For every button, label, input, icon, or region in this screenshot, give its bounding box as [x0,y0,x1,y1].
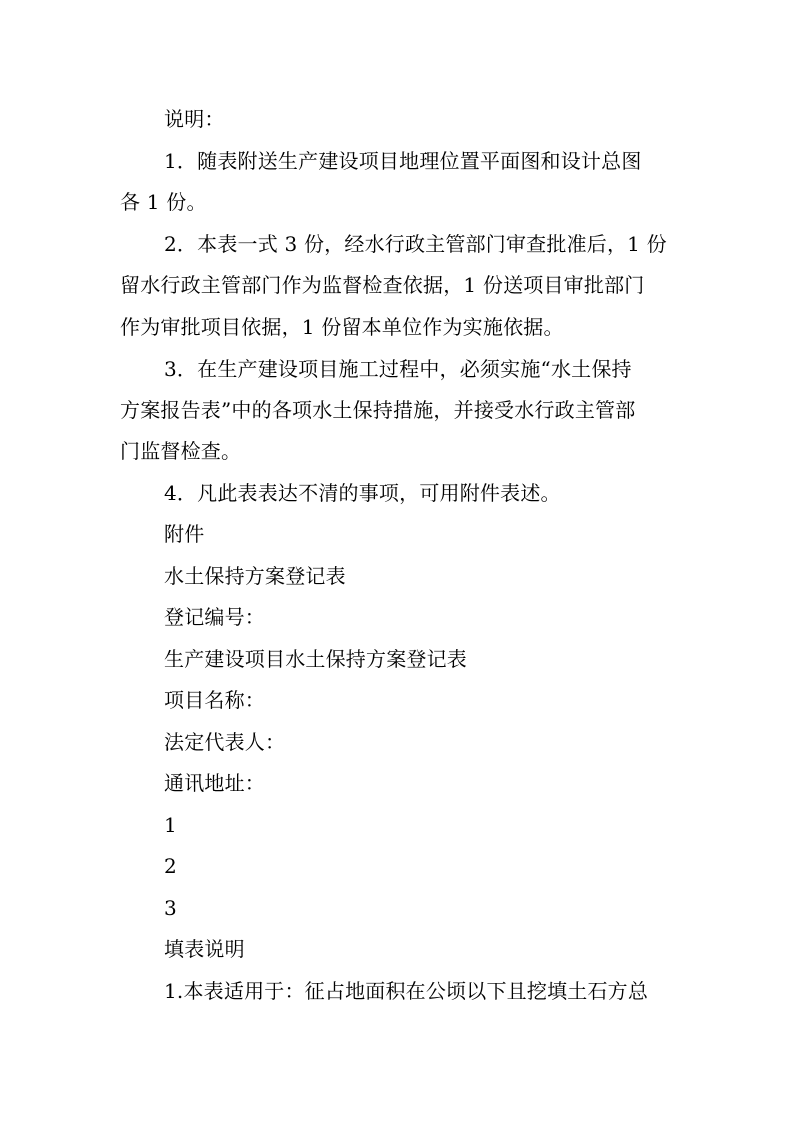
mailing-address-label: 通讯地址： [164,771,265,795]
form-title: 水土保持方案登记表 [164,564,346,588]
note-1-line-1: 1．随表附送生产建设项目地理位置平面图和设计总图 [164,149,642,173]
note-3-line-1: 3．在生产建设项目施工过程中，必须实施“水土保持 [164,357,632,381]
note-3-line-2: 方案报告表”中的各项水土保持措施，并接受水行政主管部 [120,398,636,422]
note-3-line-3: 门监督检查。 [120,439,242,463]
list-number-1: 1 [164,813,177,837]
attachment-label: 附件 [164,522,205,546]
note-2-line-2: 留水行政主管部门作为监督检查依据，1 份送项目审批部门 [120,273,645,297]
list-number-3: 3 [164,896,177,920]
list-number-2: 2 [164,854,177,878]
fill-instruction-1: 1.本表适用于：征占地面积在公顷以下且挖填土石方总 [164,979,649,1003]
notes-heading: 说明： [164,107,225,131]
project-name-label: 项目名称： [164,688,265,712]
fill-instructions-heading: 填表说明 [164,937,245,961]
note-2-line-1: 2．本表一式 3 份，经水行政主管部门审查批准后，1 份 [164,232,667,256]
registration-number-label: 登记编号： [164,605,265,629]
legal-representative-label: 法定代表人： [164,730,286,754]
note-2-line-3: 作为审批项目依据，1 份留本单位作为实施依据。 [120,315,564,339]
note-4-line-1: 4．凡此表表达不清的事项，可用附件表述。 [164,481,561,505]
note-1-line-2: 各 1 份。 [120,190,207,214]
form-subtitle: 生产建设项目水土保持方案登记表 [164,647,467,671]
